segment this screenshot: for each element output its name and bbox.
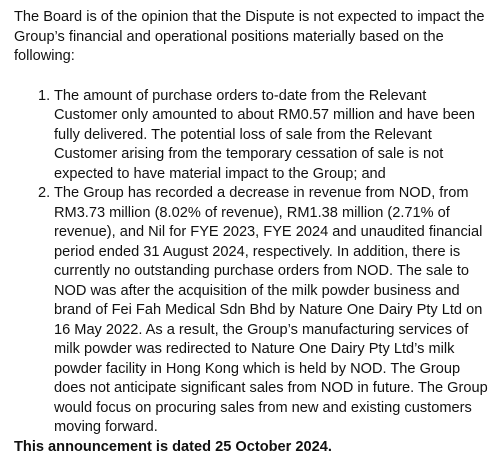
list-item xyxy=(14,87,490,185)
list-item-number: 1. xyxy=(38,87,51,104)
intro-paragraph: The Board is of the opinion that the Dispute is not expected to impact the Group’s financial and operational positions materially based on the following: xyxy=(14,9,485,64)
list-item-text: The Group has recorded a decrease in revenue from NOD, from RM3.73 million (8.02% of revenue), RM1.38 million (2.71% of revenue), and Nil for FYE 2023, FYE 2024 and unaudited financial period ended 31 August 2024, respectively. In addition, there is currently no outstanding purchase orders from NOD. The sale to NOD was after the acquisition of the milk powder business and brand of Fei Fah Medical Sdn Bhd by Nature One Dairy Pty Ltd on 16 May 2022. As a result, the Group’s manufacturing services of milk powder was redirected to Nature One Dairy Pty Ltd’s milk powder facility in Hong Kong which is held by NOD. The Group does not anticipate significant sales from NOD in future. The Group would focus on procuring sales from new and existing customers moving forward. xyxy=(54,185,488,435)
list-item-text: The amount of purchase orders to-date from the Relevant Customer only amounted to about RM0.57 million and have been fully delivered. The potential loss of sale from the Relevant Customer arising from the temporary cessation of sale is not expected to have material impact to the Group; and xyxy=(54,87,476,182)
list-item xyxy=(14,184,490,438)
list-item-number: 2. xyxy=(38,185,51,201)
document-body xyxy=(14,8,490,438)
announcement-date-line: This announcement is dated 25 October 2024. xyxy=(14,439,332,455)
numbered-list xyxy=(14,87,490,438)
